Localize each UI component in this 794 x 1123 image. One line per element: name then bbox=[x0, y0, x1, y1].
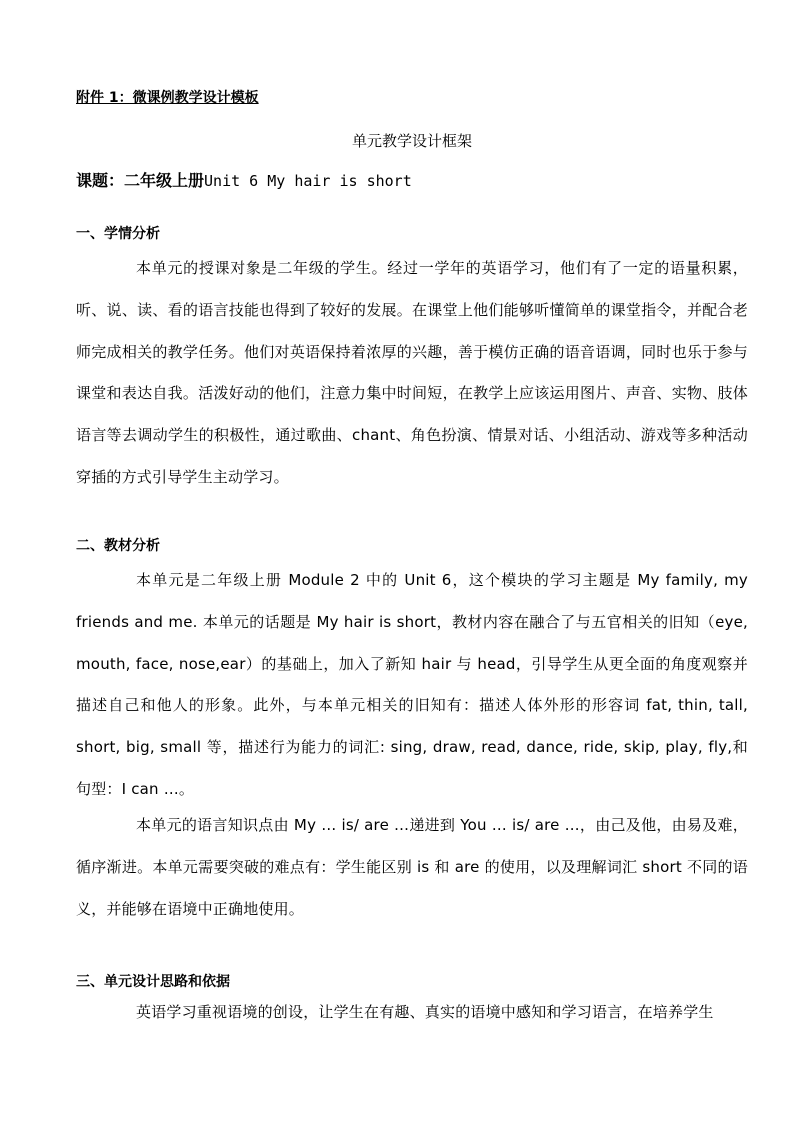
lesson-title bbox=[76, 170, 412, 192]
section-heading-design-rationale: 三、单元设计思路和依据 bbox=[76, 974, 230, 990]
framework-title: 单元教学设计框架 bbox=[351, 132, 472, 150]
attachment-title: 附件 1：微课例教学设计模板 bbox=[76, 90, 259, 106]
section-heading-material-analysis: 二、教材分析 bbox=[76, 538, 160, 554]
lesson-english-title: Unit 6 My hair is short bbox=[204, 172, 412, 190]
paragraph-material-analysis-1: 本单元是二年级上册 Module 2 中的 Unit 6，这个模块的学习主题是 My family, my friends and me. 本单元的话题是 My hair is short，教材内容在融合了与五官相关的旧知（eye, mouth, face, nose,ear）的基础上，加入了新知 hair 与 head，引导学生从更全面的角度观察并描述自己和他人的形象。此外，与本单元相关的旧知有：描述人体外形的形容词 fat, thin, tall, short, big, small 等，描述行为能力的词汇: sing, draw, read, dance, ride, skip, play, fly,和句型：I can …。 bbox=[76, 571, 748, 798]
paragraph-learner-analysis: 本单元的授课对象是二年级的学生。经过一学年的英语学习，他们有了一定的语量积累，听、说、读、看的语言技能也得到了较好的发展。在课堂上他们能够听懂简单的课堂指令，并配合老师完成相关的教学任务。他们对英语保持着浓厚的兴趣，善于模仿正确的语音语调，同时也乐于参与课堂和表达自我。活泼好动的他们，注意力集中时间短，在教学上应该运用图片、声音、实物、肢体语言等去调动学生的积极性，通过歌曲、chant、角色扮演、情景对话、小组活动、游戏等多种活动穿插的方式引导学生主动学习。 bbox=[76, 259, 748, 486]
lesson-label: 课题：二年级上册 bbox=[76, 171, 205, 190]
paragraph-design-rationale: 英语学习重视语境的创设，让学生在有趣、真实的语境中感知和学习语言，在培养学生 bbox=[136, 1003, 714, 1021]
paragraph-material-analysis-2: 本单元的语言知识点由 My … is/ are …递进到 You … is/ are …，由己及他，由易及难，循序渐进。本单元需要突破的难点有：学生能区别 is 和 are 的使用，以及理解词汇 short 不同的语义，并能够在语境中正确地使用。 bbox=[76, 816, 748, 918]
section-heading-learner-analysis: 一、学情分析 bbox=[76, 226, 160, 242]
